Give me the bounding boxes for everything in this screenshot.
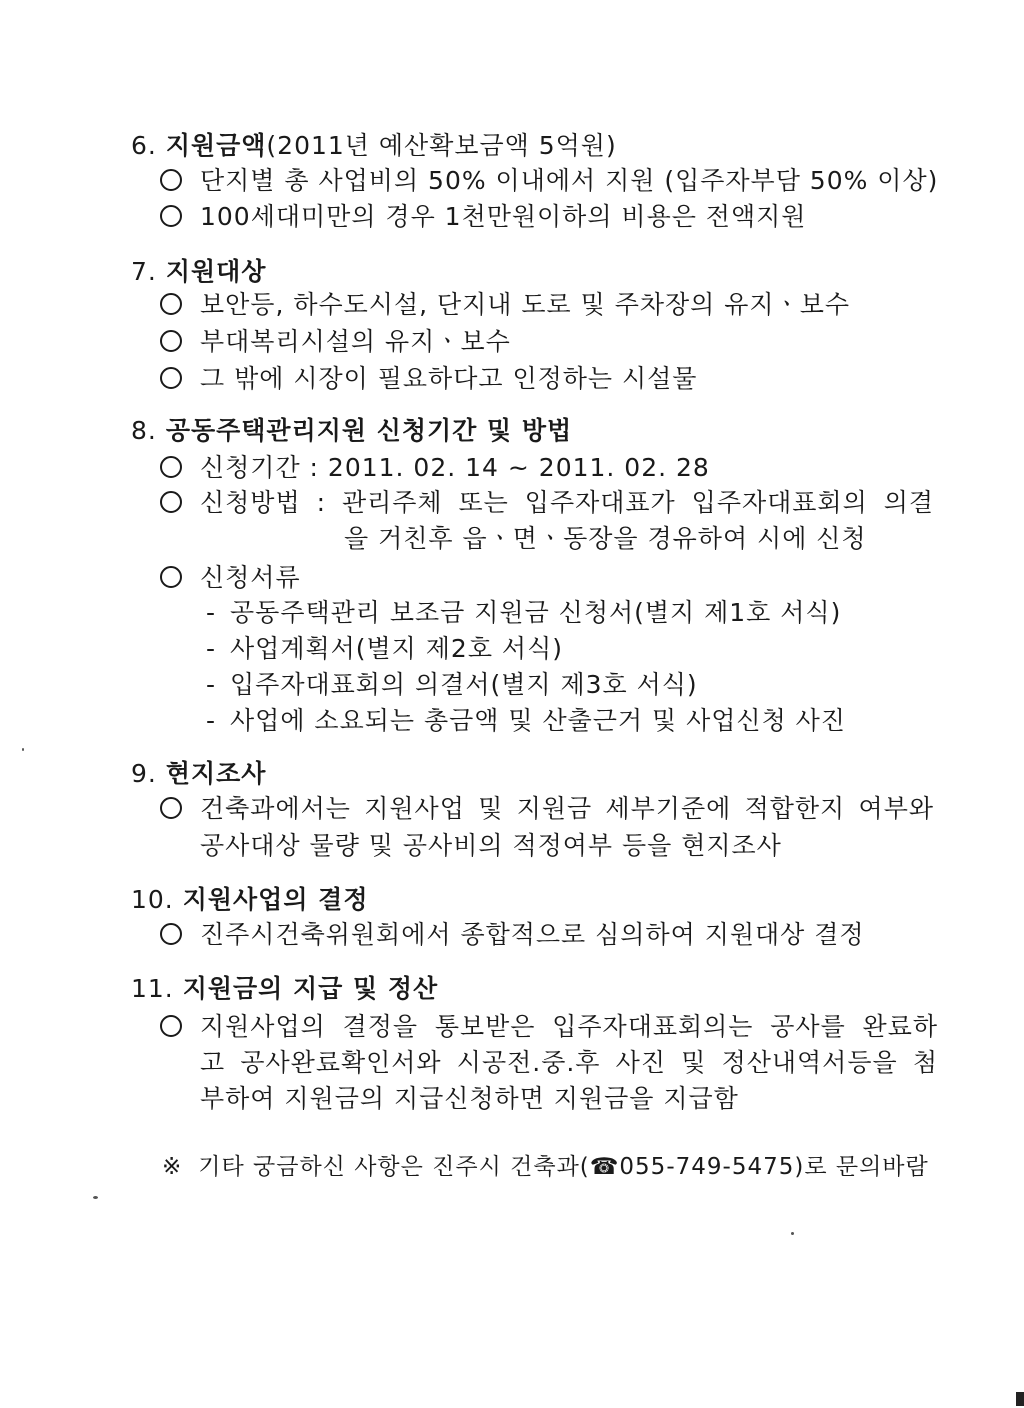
list-item (160, 164, 938, 198)
circle-bullet-icon (160, 566, 182, 588)
circle-bullet-icon (160, 797, 182, 819)
sub-list-item-text: 사업계획서(별지 제2호 서식) (230, 634, 563, 663)
list-item (160, 200, 806, 234)
list-item-continuation (200, 1046, 938, 1080)
list-item-text: 보안등, 하수도시설, 단지내 도로 및 주차장의 유지ㆍ보수 (200, 290, 851, 319)
list-item-text: 100세대미만의 경우 1천만원이하의 비용은 전액지원 (200, 202, 807, 231)
section-number: 8. (131, 416, 157, 445)
dash-bullet: - (206, 670, 217, 699)
list-item-text: 신청서류 (200, 563, 301, 592)
list-item (160, 451, 710, 485)
list-item-text: 진주시건축위원회에서 종합적으로 심의하여 지원대상 결정 (200, 920, 865, 949)
circle-bullet-icon (160, 456, 182, 478)
dash-bullet: - (206, 706, 217, 735)
list-item (160, 561, 301, 595)
circle-bullet-icon (160, 169, 182, 191)
list-item-text: 신청기간 : 2011. 02. 14 ~ 2011. 02. 28 (200, 453, 710, 482)
circle-bullet-icon (160, 205, 182, 227)
section-9-heading (131, 757, 266, 791)
list-item (160, 362, 697, 396)
sub-list-item-text: 사업에 소요되는 총금액 및 산출근거 및 사업신청 사진 (230, 706, 846, 735)
list-item-continuation (344, 522, 867, 556)
dash-bullet: - (206, 634, 217, 663)
reference-mark-icon: ※ (162, 1154, 183, 1180)
list-item-continuation (200, 829, 782, 863)
sub-list-item (206, 668, 698, 702)
contact-note (162, 1150, 929, 1184)
section-11-heading (131, 972, 438, 1006)
section-title: 공동주택관리지원 신청기간 및 방법 (165, 416, 573, 445)
dash-bullet: - (206, 598, 217, 627)
list-item-text: 그 밖에 시장이 필요하다고 인정하는 시설물 (200, 364, 698, 393)
list-item-text: 고 공사완료확인서와 시공전.중.후 사진 및 정산내역서등을 첨 (200, 1048, 938, 1077)
contact-note-text: 기타 궁금하신 사항은 진주시 건축과(☎055-749-5475)로 문의바람 (198, 1154, 929, 1180)
circle-bullet-icon (160, 923, 182, 945)
section-title: 지원사업의 결정 (182, 885, 369, 914)
section-title: 지원금의 지급 및 정산 (182, 974, 439, 1003)
section-number: 11. (131, 974, 174, 1003)
scan-speck (22, 748, 24, 751)
section-7-heading (131, 255, 266, 289)
list-item-text: 공사대상 물량 및 공사비의 적정여부 등을 현지조사 (200, 831, 782, 860)
scan-edge-mark (1016, 1392, 1024, 1406)
list-item-text: 부하여 지원금의 지급신청하면 지원금을 지급함 (200, 1084, 739, 1113)
sub-list-item-text: 공동주택관리 보조금 지원금 신청서(별지 제1호 서식) (230, 598, 842, 627)
list-item (160, 792, 934, 826)
circle-bullet-icon (160, 367, 182, 389)
section-8-heading (131, 414, 572, 448)
circle-bullet-icon (160, 293, 182, 315)
list-item (160, 918, 865, 952)
section-title: 지원금액 (165, 131, 267, 160)
list-item (160, 325, 511, 359)
list-item (160, 486, 934, 520)
sub-list-item (206, 704, 846, 738)
sub-list-item (206, 632, 563, 666)
list-item-text: 건축과에서는 지원사업 및 지원금 세부기준에 적합한지 여부와 (200, 794, 934, 823)
section-title: 지원대상 (165, 257, 267, 286)
list-item-text: 신청방법 : 관리주체 또는 입주자대표가 입주자대표회의 의결 (200, 488, 934, 517)
sub-list-item-text: 입주자대표회의 의결서(별지 제3호 서식) (230, 670, 698, 699)
section-number: 6. (131, 131, 157, 160)
list-item-continuation (200, 1082, 739, 1116)
section-number: 7. (131, 257, 157, 286)
section-number: 9. (131, 759, 157, 788)
list-item (160, 1010, 938, 1044)
section-title-note: (2011년 예산확보금액 5억원) (266, 131, 617, 160)
section-title: 현지조사 (165, 759, 267, 788)
scan-speck (791, 1232, 794, 1235)
list-item-text: 단지별 총 사업비의 50% 이내에서 지원 (입주자부담 50% 이상) (200, 166, 939, 195)
circle-bullet-icon (160, 330, 182, 352)
scan-speck (93, 1196, 98, 1199)
list-item-text: 지원사업의 결정을 통보받은 입주자대표회의는 공사를 완료하 (200, 1012, 938, 1041)
section-6-heading (131, 129, 617, 163)
sub-list-item (206, 596, 841, 630)
circle-bullet-icon (160, 1015, 182, 1037)
circle-bullet-icon (160, 491, 182, 513)
section-10-heading (131, 883, 368, 917)
list-item-text: 을 거친후 읍ㆍ면ㆍ동장을 경유하여 시에 신청 (344, 524, 867, 553)
list-item-text: 부대복리시설의 유지ㆍ보수 (200, 327, 511, 356)
section-number: 10. (131, 885, 174, 914)
list-item (160, 288, 850, 322)
